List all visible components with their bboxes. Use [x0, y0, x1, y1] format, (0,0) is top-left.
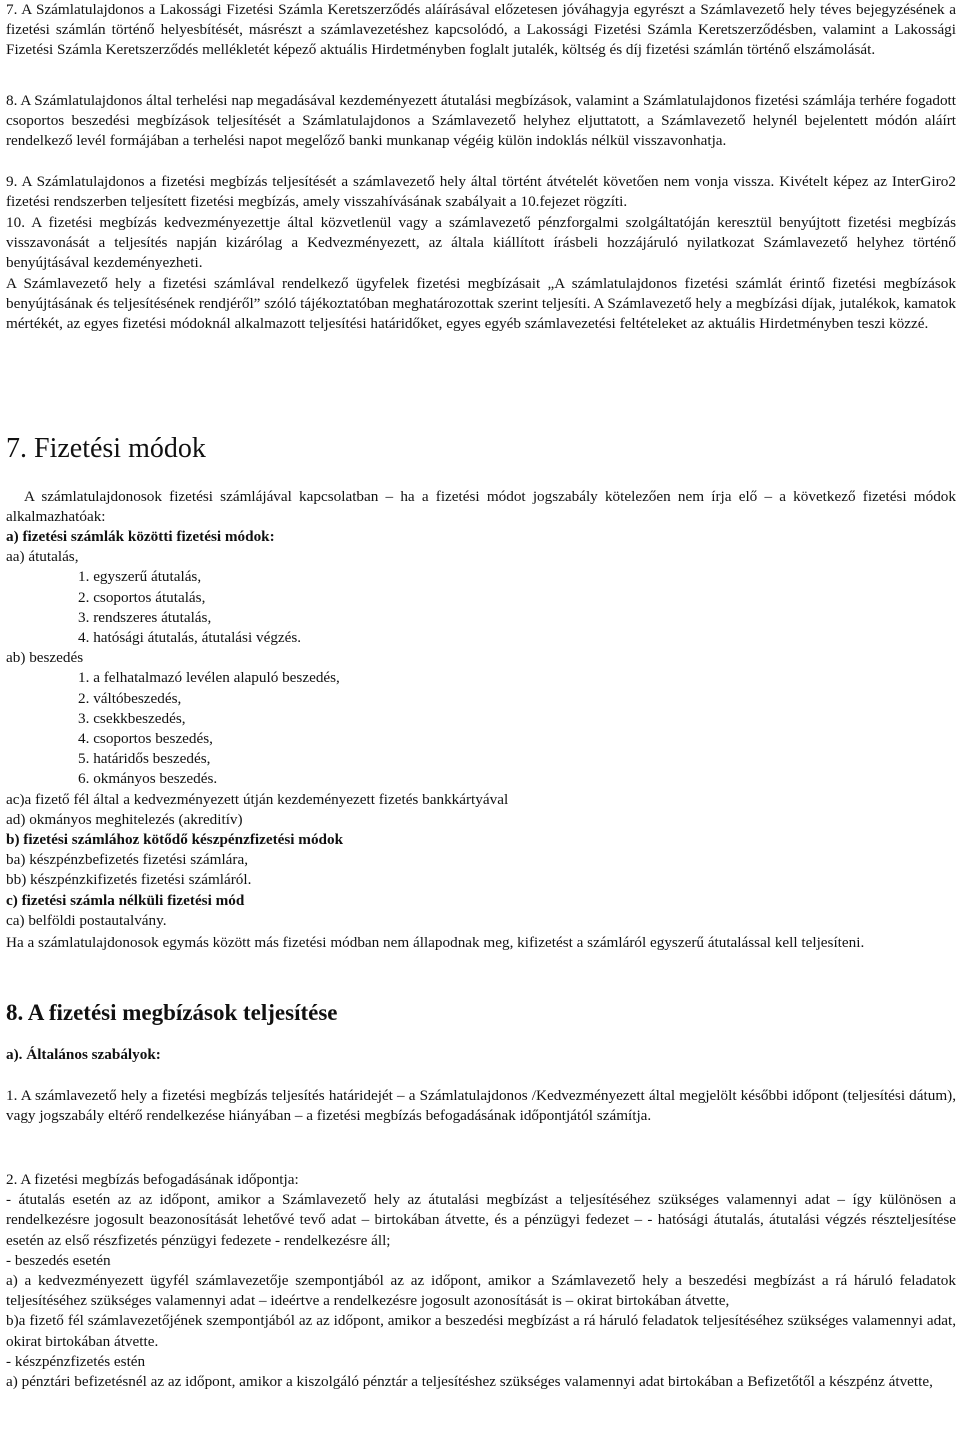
- paragraph-8-2: [6, 1170, 956, 1392]
- list-item: ab) beszedés: [6, 649, 84, 667]
- list-item: c) fizetési számla nélküli fizetési mód: [6, 891, 245, 909]
- text-line: a) pénztári befizetésnél az az időpont, amikor a kiszolgáló pénztár a teljesítéshez szükséges valamennyi adat birtokában a Befizetőtől a készpénz átvette,: [6, 1373, 933, 1391]
- list-item: 2. váltóbeszedés,: [78, 689, 182, 707]
- payment-methods-list: [6, 527, 956, 931]
- section-heading-7: 7. Fizetési módok: [6, 433, 206, 464]
- list-item: ac)a fizető fél által a kedvezményezett útján kezdeményezett fizetés bankkártyával: [6, 790, 509, 808]
- list-item: ad) okmányos meghitelezés (akreditív): [6, 810, 243, 828]
- text-line: b)a fizető fél számlavezetőjének szempontjából az az időpont, amikor a beszedési megbízást a rá háruló feladatok teljesítéséhez szükséges valamennyi adat, okirat birtokában átvette.: [6, 1312, 956, 1350]
- section-7-intro: A számlatulajdonosok fizetési számlájával kapcsolatban – ha a fizetési módot jogszabály kötelezően nem írja elő – a következő fizetési módok alkalmazhatóak:: [6, 488, 956, 526]
- paragraph-8-1: 1. A számlavezető hely a fizetési megbízás teljesítés határidejét – a Számlatulajdonos /Kedvezményezett által megjelölt későbbi időpont (teljesítési dátum), vagy jogszabály eltérő rendelkezése hiányában – a fizetési megbízás befogadásának időpontjától számítja.: [6, 1087, 956, 1125]
- list-item: ca) belföldi postautalvány.: [6, 911, 167, 929]
- text-line: - készpénzfizetés estén: [6, 1352, 146, 1370]
- list-item: b) fizetési számlához kötődő készpénzfizetési módok: [6, 831, 344, 849]
- list-item: 1. a felhatalmazó levélen alapuló beszedés,: [78, 669, 340, 687]
- paragraph-10-continuation: A Számlavezető hely a fizetési számlával rendelkező ügyfelek fizetési megbízásait „A számlatulajdonos fizetési számlát érintő fizetési megbízások benyújtásának és teljesítésének rendjéről” szóló tájékoztatóban meghatározottak szerint teljesíti. A Számlavezető hely a megbízási díjak, jutalékok, kamatok mértékét, az egyes fizetési módoknál alkalmazott teljesítési határidőket, egyes egyéb számlavezetési feltételeket az aktuális Hirdetményben teszi közzé.: [6, 275, 956, 333]
- list-item: 1. egyszerű átutalás,: [78, 568, 202, 586]
- list-item: a) fizetési számlák közötti fizetési módok:: [6, 528, 275, 545]
- text-line: 2. A fizetési megbízás befogadásának időpontja:: [6, 1171, 299, 1188]
- text-line: - átutalás esetén az az időpont, amikor a Számlavezető hely az átutalási megbízást a teljesítéséhez szükséges valamennyi adat – így különösen a rendelkezésre jogosult beazonosítását lehetővé tevő adat – birtokában átvette, és a pénzügyi fedezet – - hatósági átutalás, átutalási végzés részteljesítése esetén az első részfizetés pénzügyi fedezete - rendelkezésre áll;: [6, 1191, 956, 1249]
- text-line: a) a kedvezményezett ügyfél számlavezetője szempontjából az az időpont, amikor a Számlavezető hely a beszedési megbízást a rá háruló feladatok teljesítéséhez szükséges valamennyi adat – ideértve a rendelkezésre jogosult azonosítását is – okirat birtokában átvette,: [6, 1272, 956, 1310]
- list-item: ba) készpénzbefizetés fizetési számlára,: [6, 851, 249, 869]
- list-item: 5. határidős beszedés,: [78, 750, 211, 768]
- list-item: 4. hatósági átutalás, átutalási végzés.: [78, 629, 302, 647]
- subsection-heading-general-rules: a). Általános szabályok:: [6, 1046, 161, 1063]
- list-item: 4. csoportos beszedés,: [78, 730, 213, 748]
- text-line: - beszedés esetén: [6, 1251, 111, 1269]
- list-item: 3. rendszeres átutalás,: [78, 608, 212, 626]
- paragraph-8: 8. A Számlatulajdonos által terhelési nap megadásával kezdeményezett átutalási megbízások, valamint a Számlatulajdonos fizetési számlája terhére fogadott csoportos beszedési megbízások teljesítését a Számlatulajdonos a Számlavezető helyhez eljuttatott, a Számlavezető helynél bejelentett módón aláírt rendelkező levél formájában a terhelési napot megelőző banki munkanap végéig külön indoklás nélkül visszavonhatja.: [6, 92, 956, 150]
- section-7-outro: Ha a számlatulajdonosok egymás között más fizetési módban nem állapodnak meg, kifizetést a számláról egyszerű átutalással kell teljesíteni.: [6, 934, 865, 951]
- list-item: bb) készpénzkifizetés fizetési számláról.: [6, 871, 252, 889]
- section-heading-8: 8. A fizetési megbízások teljesítése: [6, 1000, 338, 1025]
- list-item: 6. okmányos beszedés.: [78, 770, 218, 788]
- paragraph-9: 9. A Számlatulajdonos a fizetési megbízás teljesítését a számlavezető hely által történt átvételét követően nem vonja vissza. Kivételt képez az InterGiro2 fizetési rendszerben teljesített fizetési megbízás, amely visszahívásának szabályait a 10.fejezet rögzíti.: [6, 173, 956, 211]
- list-item: aa) átutalás,: [6, 548, 79, 566]
- paragraph-7: 7. A Számlatulajdonos a Lakossági Fizetési Számla Keretszerződés aláírásával előzetesen jóváhagyja egyrészt a Számlavezető hely téves bejegyzésének a fizetési számlán történő helyesbítését, másrészt a számlavezetéshez kapcsolódó, a Lakossági Fizetési Számla Keretszerződésben, valamint a Lakossági Fizetési Számla Keretszerződés mellékletét képező aktuális Hirdetményben foglalt jutalék, költség és díj fizetési számlán történő elszámolását.: [6, 1, 956, 59]
- list-item: 3. csekkbeszedés,: [78, 709, 186, 727]
- list-item: 2. csoportos átutalás,: [78, 588, 206, 606]
- paragraph-10: 10. A fizetési megbízás kedvezményezettje által közvetlenül vagy a számlavezető pénzforgalmi szolgáltatóján keresztül benyújtott fizetési megbízás visszavonását a teljesítés napján kizárólag a Kedvezményezett, az általa kiállított írásbeli hozzájáruló nyilatkozat Számlavezető helyhez történő benyújtásával kezdeményezheti.: [6, 214, 956, 272]
